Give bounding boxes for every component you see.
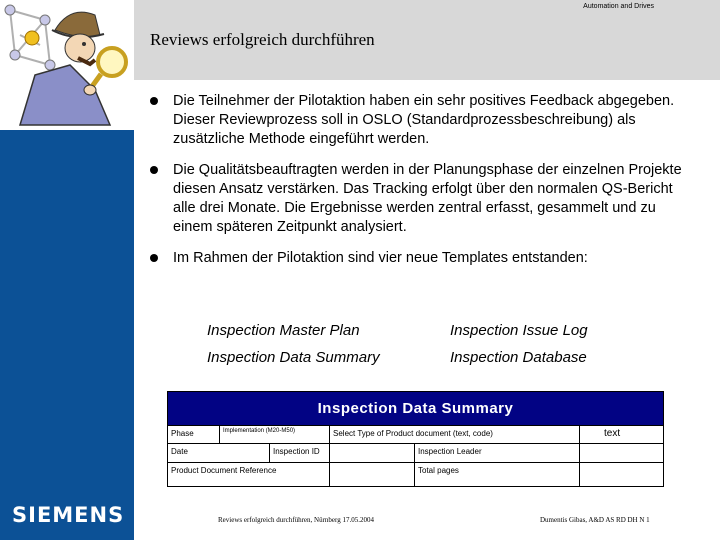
form-row-phase <box>168 425 663 444</box>
bullet-item <box>150 249 690 268</box>
detective-icon <box>0 0 134 130</box>
inspection-data-summary-form <box>167 391 664 487</box>
inspection-id-field[interactable] <box>330 444 415 463</box>
bullet-text: Die Qualitätsbeauftragten werden in der Planungsphase der einzelnen Projekte diesen Ansatz verstärken. Das Tracking erfolgt über den normalen QS-Bericht alle drei Monate. Die Ergebnisse werden zentral erfasst, gesammelt und zu einem späteren Zeitpunkt analysiert. <box>173 162 682 235</box>
bullet-text: Im Rahmen der Pilotaktion sind vier neue Templates entstanden: <box>173 250 588 266</box>
total-pages-field[interactable] <box>580 463 663 487</box>
footer-right-text: Dumentis Gibas, A&D AS RD DH N 1 <box>540 516 650 524</box>
phase-label: Phase <box>168 426 220 444</box>
bullet-item <box>150 92 690 149</box>
phase-value[interactable]: Implementation (M20-M50) <box>220 426 330 444</box>
total-pages-label: Total pages <box>415 463 580 487</box>
bullet-dot-icon <box>150 97 158 105</box>
doc-type-label: Select Type of Product document (text, code) <box>330 426 580 444</box>
form-row-reference <box>168 462 663 487</box>
inspection-leader-field[interactable] <box>580 444 663 463</box>
form-row-date <box>168 443 663 463</box>
doc-type-value[interactable]: text <box>604 428 621 439</box>
slide-title: Reviews erfolgreich durchführen <box>150 30 375 49</box>
bullet-list <box>150 92 690 280</box>
template-inspection-data-summary: Inspection Data Summary <box>207 349 380 366</box>
template-inspection-database: Inspection Database <box>450 349 587 366</box>
bullet-dot-icon <box>150 254 158 262</box>
inspection-leader-label: Inspection Leader <box>415 444 580 463</box>
template-inspection-master-plan: Inspection Master Plan <box>207 322 360 339</box>
footer-left-text: Reviews erfolgreich durchführen, Nürnberg 17.05.2004 <box>218 516 374 524</box>
bullet-text: Die Teilnehmer der Pilotaktion haben ein sehr positives Feedback abgegeben. Dieser Reviewprozess soll in OSLO (Standardprozessbeschreibung) als zusätzliche Methode eingeführt werden. <box>173 93 675 147</box>
date-label: Date <box>168 444 270 463</box>
document-reference-label: Product Document Reference <box>168 463 330 487</box>
bullet-item <box>150 161 690 237</box>
detective-illustration <box>0 0 134 130</box>
document-reference-field[interactable] <box>330 463 415 487</box>
siemens-logo: SIEMENS <box>12 503 125 527</box>
form-title: Inspection Data Summary <box>168 392 663 425</box>
inspection-id-label: Inspection ID <box>270 444 330 463</box>
bullet-dot-icon <box>150 166 158 174</box>
brand-label: Automation and Drives <box>583 3 654 10</box>
template-inspection-issue-log: Inspection Issue Log <box>450 322 588 339</box>
